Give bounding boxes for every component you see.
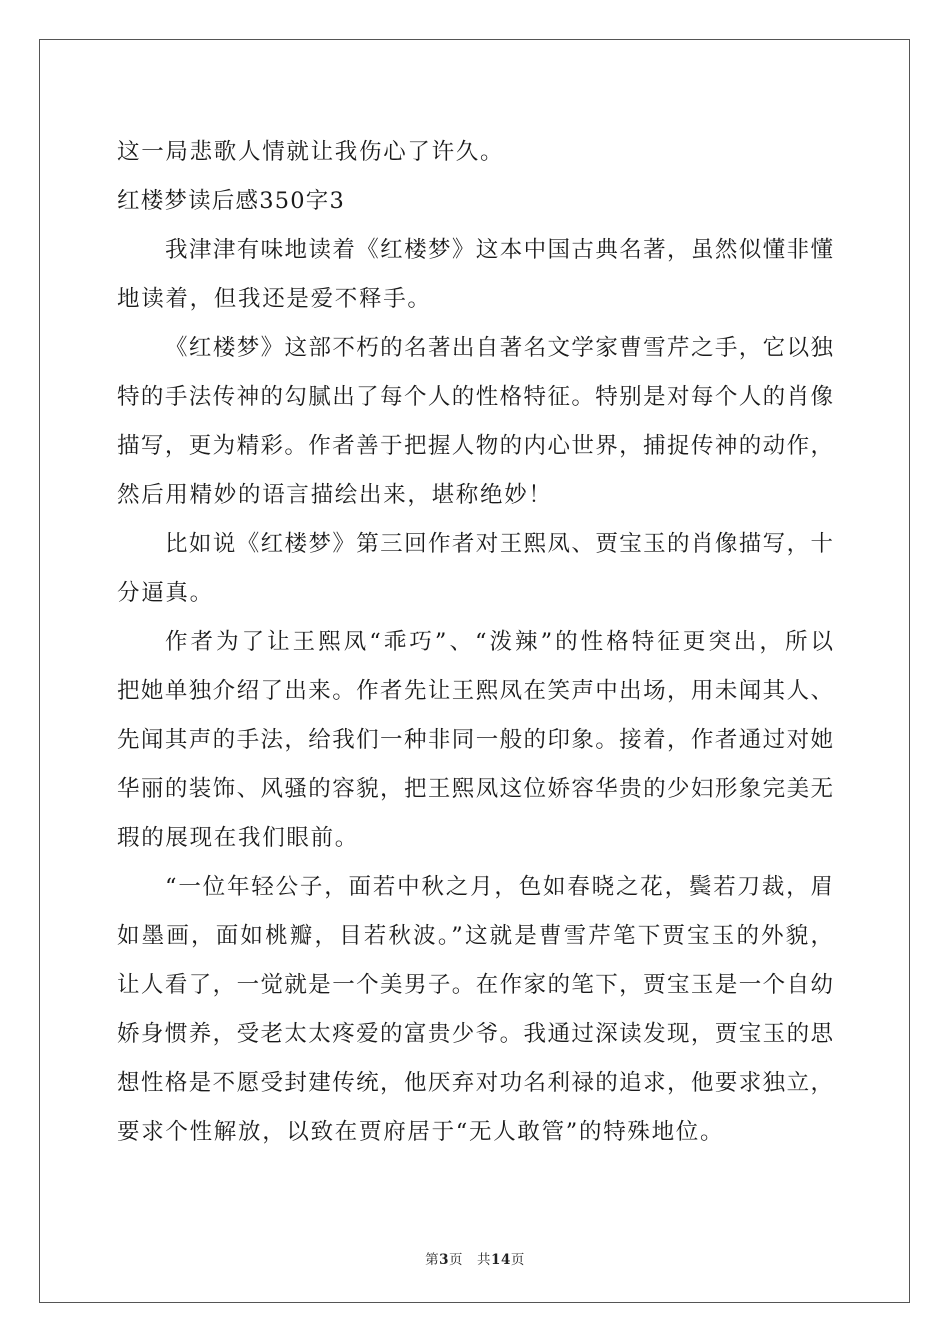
page-footer bbox=[0, 1248, 950, 1268]
text-line: 瑕的展现在我们眼前。 bbox=[117, 825, 360, 851]
text-line: 要求个性解放，以致在贾府居于“无人敢管”的特殊地位。 bbox=[117, 1119, 725, 1145]
page-prefix: 第 bbox=[425, 1252, 440, 1268]
text-line: 这一局悲歌人情就让我伤心了许久。 bbox=[117, 139, 505, 165]
total-prefix: 共 bbox=[477, 1252, 492, 1268]
total-pages: 14 bbox=[491, 1252, 511, 1268]
section-heading: 红楼梦读后感350字3 bbox=[117, 188, 345, 214]
text-line: 比如说《红楼梦》第三回作者对王熙凤、贾宝玉的肖像描写，十 bbox=[165, 531, 833, 557]
text-line: 描写，更为精彩。作者善于把握人物的内心世界，捕捉传神的动作， bbox=[117, 433, 833, 459]
text-line: 特的手法传神的勾腻出了每个人的性格特征。特别是对每个人的肖像 bbox=[117, 384, 833, 410]
text-line: 分逼真。 bbox=[117, 580, 214, 606]
text-line: 我津津有味地读着《红楼梦》这本中国古典名著，虽然似懂非懂 bbox=[165, 237, 833, 263]
text-line: 地读着，但我还是爱不释手。 bbox=[117, 286, 432, 312]
page-number: 3 bbox=[439, 1252, 450, 1268]
text-line: 然后用精妙的语言描绘出来，堪称绝妙！ bbox=[117, 482, 553, 508]
page-suffix: 页 bbox=[449, 1252, 464, 1268]
text-line: 娇身惯养，受老太太疼爱的富贵少爷。我通过深读发现，贾宝玉的思 bbox=[117, 1021, 833, 1047]
document-body bbox=[117, 128, 833, 1157]
text-line: 把她单独介绍了出来。作者先让王熙凤在笑声中出场，用未闻其人、 bbox=[117, 678, 833, 704]
text-line: 作者为了让王熙凤“乖巧”、“泼辣”的性格特征更突出，所以 bbox=[165, 629, 833, 655]
text-line: 《红楼梦》这部不朽的名著出自著名文学家曹雪芹之手，它以独 bbox=[165, 335, 833, 361]
text-line: 先闻其声的手法，给我们一种非同一般的印象。接着，作者通过对她 bbox=[117, 727, 833, 753]
text-line: 华丽的装饰、风骚的容貌，把王熙凤这位娇容华贵的少妇形象完美无 bbox=[117, 776, 833, 802]
text-line: 让人看了，一觉就是一个美男子。在作家的笔下，贾宝玉是一个自幼 bbox=[117, 972, 833, 998]
text-line: 如墨画，面如桃瓣，目若秋波。”这就是曹雪芹笔下贾宝玉的外貌， bbox=[117, 923, 833, 949]
text-line: 想性格是不愿受封建传统，他厌弃对功名利禄的追求，他要求独立， bbox=[117, 1070, 833, 1096]
total-suffix: 页 bbox=[510, 1252, 525, 1268]
text-line: “一位年轻公子，面若中秋之月，色如春晓之花，鬓若刀裁，眉 bbox=[165, 874, 833, 900]
